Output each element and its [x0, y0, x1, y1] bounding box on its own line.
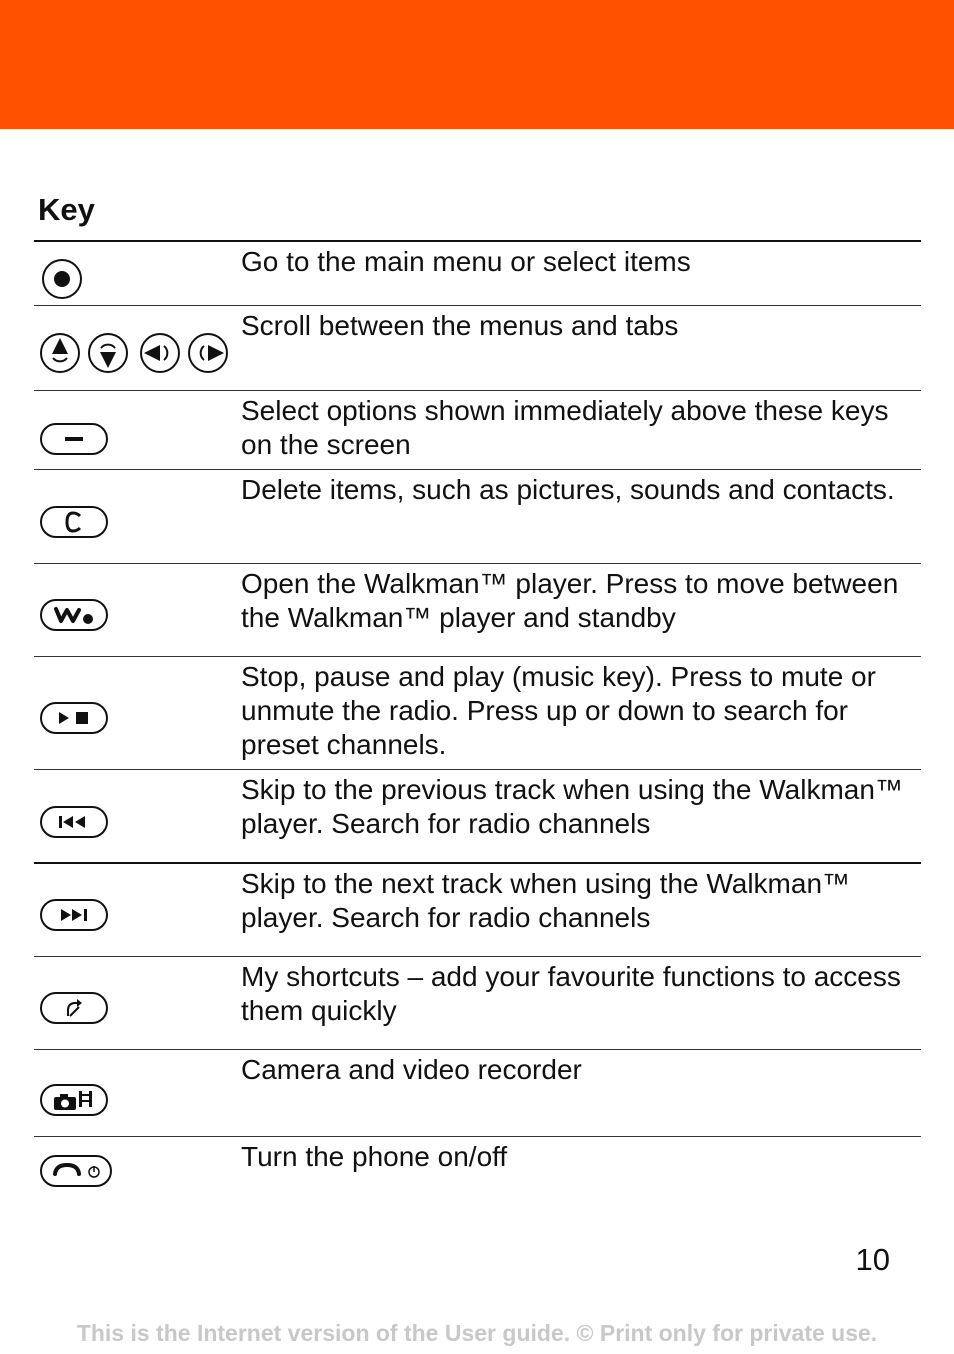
- key-description: Stop, pause and play (music key). Press to mute or unmute the radio. Press up or down to search for preset channels.: [241, 661, 876, 760]
- shortcuts-key-icon: [39, 991, 109, 1025]
- key-description: My shortcuts – add your favourite functions to access them quickly: [241, 961, 901, 1026]
- camera-key-icon: [39, 1083, 109, 1117]
- previous-track-key-icon: [39, 805, 109, 839]
- key-row: [34, 1049, 921, 1136]
- key-row: [34, 1136, 921, 1216]
- key-row: [34, 563, 921, 656]
- key-description: Camera and video recorder: [241, 1054, 582, 1085]
- key-description: Turn the phone on/off: [241, 1141, 508, 1172]
- walkman-key-icon: [39, 598, 109, 632]
- section-title: Key: [38, 192, 95, 227]
- key-description: Scroll between the menus and tabs: [241, 310, 679, 341]
- navigation-keys-icon: [38, 330, 232, 376]
- key-row: [34, 862, 921, 956]
- key-row: [34, 240, 921, 305]
- next-track-key-icon: [39, 898, 109, 932]
- key-description: Skip to the previous track when using the Walkman™ player. Search for radio channels: [241, 774, 903, 839]
- key-row: [34, 305, 921, 390]
- key-row: [34, 656, 921, 769]
- play-stop-key-icon: [39, 701, 109, 735]
- key-row: [34, 769, 921, 862]
- key-description: Open the Walkman™ player. Press to move between the Walkman™ player and standby: [241, 568, 899, 633]
- key-description: Select options shown immediately above these keys on the screen: [241, 395, 889, 460]
- key-description: Skip to the next track when using the Walkman™ player. Search for radio channels: [241, 868, 851, 933]
- selection-key-icon: [39, 422, 109, 456]
- header-band: [0, 0, 954, 129]
- key-description: Go to the main menu or select items: [241, 246, 691, 277]
- footer-notice: This is the Internet version of the User guide. © Print only for private use.: [76, 1320, 878, 1346]
- select-key-icon: [40, 257, 84, 301]
- page-number: 10: [855, 1242, 890, 1277]
- key-row: [34, 469, 921, 563]
- clear-key-icon: [39, 505, 109, 539]
- key-description: Delete items, such as pictures, sounds and contacts.: [241, 474, 895, 505]
- key-row: [34, 956, 921, 1049]
- power-key-icon: [39, 1154, 113, 1188]
- key-row: [34, 390, 921, 469]
- key-table: [34, 240, 921, 1216]
